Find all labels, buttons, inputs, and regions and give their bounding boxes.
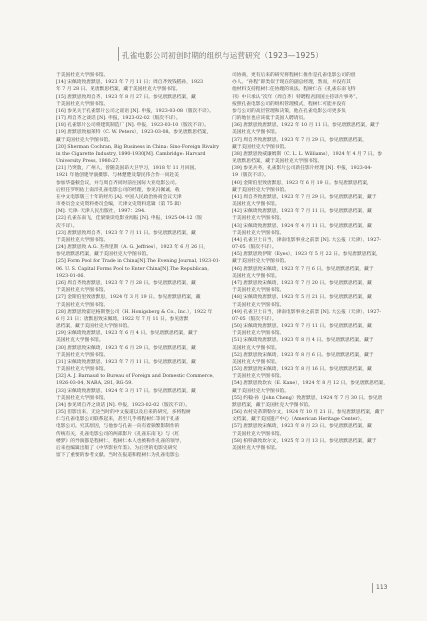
note-line: 藏于美国杜克大学图书馆。: [232, 259, 290, 265]
note-line: [50] 宋佩琦致唐默思，1923 年 7 月 11 日。参见唐默思档案，藏: [232, 324, 372, 330]
note-line: 电影公司。究其原因，与他参与孔雀一向有着频繁影制作的: [56, 424, 180, 430]
note-line: 美国杜克大学图书馆。: [232, 130, 280, 136]
note-line: [15] 唐默思致周自齐，1923 年 8 月 27 日。参见唐默思档案，藏: [56, 94, 196, 100]
note-line: [47] 唐默思致宋佩琦，1923 年 7 月 20 日。参见唐默思档案，藏: [232, 280, 372, 286]
note-line: [29] 宋佩琦致唐默思，1923 年 6 月 4 日。参见唐默思档案，藏于: [56, 331, 198, 337]
note-line: 默思档案，藏于美国杜克大学图书馆。: [232, 402, 313, 408]
note-line: [21] 乃突敦，广州人，曾随美国昂大卫学习，1918 年 11 月回国。: [56, 166, 200, 172]
note-line: 06. U. S. Capital Forms Pool to Enter China[N].The Republican,: [56, 266, 209, 272]
note-line: [56] 农村史蒂斯勒尔文，1924 年 10 月 21 日。参见唐默思档案，藏于: [232, 410, 385, 416]
note-line: 在中文电影版三十年的经历 [A]. 中国人民政治协商会议天津: [56, 194, 182, 200]
left-column-notes: [56, 72, 220, 459]
note-line: [M]. 天津: 天津人民出版社，1997：294.: [56, 209, 146, 215]
note-line: 19（版次不详）。: [232, 173, 269, 179]
note-line: 楼梦》的导演都是程树仁，程树仁本人也被称作孔雀的领导，: [56, 438, 185, 444]
note-line: [53] 唐默思致宋佩琦，1923 年 8 月 16 日。参见唐默思档案，藏: [232, 367, 372, 373]
note-line: 6 月 21 日；唐默思致宋佩琦，1922 年 7 月 11 日。参见唐默: [56, 316, 189, 322]
note-line: 刊》中只承认“次年（周自齐）特聘程君润国主持译片事务”。: [232, 94, 361, 100]
note-line: [25] Form Pool for Trade in China[N].The Evening Journal, 1923-01-: [56, 259, 220, 265]
note-line: [27] 金斯伯里致唐默思，1924 年 3 月 19 日。参见唐默思档案，藏: [56, 295, 201, 301]
note-line: 于美国杜克大学图书馆。: [232, 288, 285, 294]
note-line: 次不详）。: [56, 223, 78, 229]
running-header-title: 孔雀电影公司初创时期的组织与运营研究（1923—1925）: [122, 51, 324, 60]
note-line: 参加华盛顿会议，并与周自齐同时前往国际大亚电影公司。: [56, 180, 180, 186]
note-line: 于美国杜克大学图书馆。: [232, 302, 285, 308]
note-line: [41] 周自齐致唐默思，1923 年 7 月 29 日。参见唐默思档案，藏于: [232, 194, 377, 200]
note-line: 办人。“孙程”即类似于现在的副总经理，然而，并没有其: [232, 80, 351, 86]
note-line: 传统有关，孔雀电影公司的两部影片《孔雀东南飞》与《红: [56, 431, 180, 437]
note-line: [22] 孔雀东南飞，佳梁梁读电影业闻报 [N]. 申报，1925-04-12（版: [56, 216, 203, 222]
note-line: 司协商，更有后来的研究将程树仁推作是孔雀电影公司的创: [232, 73, 356, 78]
note-line: 市委员会文史资料委员会编，天津文史资料选辑（第 75 辑）: [56, 202, 184, 208]
note-line: 藏于美国杜克大学图书馆。: [232, 144, 290, 150]
note-line: 藏于美国杜克大学图书馆。: [232, 388, 290, 394]
note-line: 于美国杜克大学图书馆。: [56, 352, 109, 358]
note-line: 思档案，藏于美国杜克大学图书馆。: [56, 324, 133, 330]
note-line: 按照孔雀电影公司的组织管理模式，程树仁可能并没有: [232, 101, 347, 107]
note-line: 于美国杜克大学图书馆。: [232, 216, 285, 222]
note-line: [49] 孔雀卫士日当，津南电影事业之前景 [N]. 大公报（天津），1927-: [232, 309, 381, 315]
note-line: 美国杜克大学图书馆。: [232, 359, 280, 365]
note-line: 文档案，藏于美国遗产中心（American Heritage Center）。: [232, 417, 365, 423]
note-line: 于美国杜克大学图书馆。: [56, 101, 109, 107]
note-line: [20] Sherman Cochran, Big Business in China: Sino-Foreign Rivalry: [56, 144, 220, 150]
note-line: 07-05（版次不详）。: [232, 245, 277, 251]
note-line: [32] A. J. Barnaud to Bureau of Foreign and Domestic Commerce,: [56, 374, 214, 380]
note-line: [35] 但影出来，无论当时的中文报道以及后来的研究，多将程树: [56, 410, 191, 416]
note-line: [26] 周自齐致唐默思，1923 年 7 月 28 日。参见唐默思档案，藏: [56, 280, 196, 286]
note-line: 留下了重要的参考文献。当时在报道和程树仁为孔雀电影公: [56, 453, 180, 459]
note-line: [18] 孔雀影片公司将建筑制造厂 [N]. 申报，1923-03-10（版次不详）。: [56, 123, 210, 129]
note-line: [36] 唐默思致唐默思，1922 年 10 月 11 日。参见唐默思档案，藏于: [232, 123, 380, 129]
note-line: 于美国杜克大学图书馆。: [56, 395, 109, 401]
note-line: 于美国杜克大学图书馆。: [232, 331, 285, 337]
note-line: 于美国杜克大学图书馆。: [232, 431, 285, 437]
note-line: 1921 年他创建导演摄影、与林楚楚及黎民伟合作一同赴美: [56, 173, 179, 179]
note-line: 美国杜克大学图书馆。: [56, 338, 104, 344]
note-line: 他材料支持程树仁任协理的说法。程树仁在《孔雀东南飞特: [232, 87, 356, 93]
note-line: 仁与孔雀电影公司联系起来，甚至几乎将程树仁等同于孔雀: [56, 417, 180, 423]
note-line: in the Cigarette Industry, 1890-1930[M]. Cambridge: Harvard: [56, 151, 206, 157]
note-line: [42] 宋佩琦致唐默思，1923 年 7 月 11 日。参见唐默思档案，藏: [232, 209, 372, 215]
note-line: [38] 唐默思致威廉姆斯（C. L. L. Williams），1924 年 4 月 7 日。参: [232, 151, 383, 157]
note-line: 1923-01-06.: [56, 273, 85, 279]
note-line: 1926-03-04, NARA, 281, RG-59.: [56, 381, 133, 387]
note-line: [16] 参见关于孔雀影片公司之谣语 [N]. 申报，1923-03-08（版次不详）。: [56, 108, 214, 114]
note-line: University Press, 1980:27.: [56, 159, 120, 165]
note-line: [34] 参见周自齐之谈话 [N]. 申报，1923-02-02（版次不详）。: [56, 402, 191, 408]
note-line: 于美国杜克大学图书馆。: [56, 237, 109, 243]
note-line: [14] 宋佩琦致唐默思，1923 年 7 月 11 日；周自齐致钱稻孙，1923: [56, 80, 204, 86]
note-line: [31] 宋佩琦致唐默思，1923 年 7 月 11 日。参见唐默思档案，藏: [56, 359, 196, 365]
note-line: [19] 唐默思致福莱特（C. W. Peters），1923-03-08。参见唐默思档案，: [56, 130, 212, 136]
note-line: 参与公司的高层管理和决策，他在孔雀电影公司更多负: [232, 108, 347, 114]
note-line: 见唐默思档案，藏于美国杜克大学图书馆。: [232, 159, 323, 165]
note-line: [52] 唐默思致宋佩琦，1923 年 8 月 6 日。参见唐默思档案，藏于: [232, 352, 374, 358]
note-line: 美国杜克大学图书馆。: [232, 202, 280, 208]
note-line: 藏于美国杜克大学图书馆。: [232, 187, 290, 193]
note-line: [43] 宋佩琦致唐默思，1924 年 4 月 11 日。参见唐默思档案，藏: [232, 223, 372, 229]
note-line: [44] 孔雀卫士日当，津南电影事业之前景 [N]. 大公报（天津），1927-: [232, 237, 381, 243]
note-line: [51] 宋佩琦致唐默思，1923 年 8 月 4 日。参见唐默思档案，藏于: [232, 338, 374, 344]
note-line: 于美国杜克大学图书馆。: [56, 367, 109, 373]
folio-divider: [372, 583, 373, 593]
note-line: 于美国杜克大学图书馆。: [56, 302, 109, 308]
note-line: [58] 柏特森致坎尔文，1925 年 3 月 13 日。参见唐默思档案，藏于: [232, 438, 377, 444]
note-line: 07-05（版次不详）。: [232, 316, 277, 322]
note-line: [54] 唐默思致坎农（E. Kane），1924 年 8 月 12 日。参见唐默思档案，: [232, 381, 389, 387]
note-line: [17] 周自齐之谈话 [N]. 申报，1923-02-02（版次不详）。: [56, 116, 181, 122]
note-line: [37] 周自齐致唐默思，1923 年 7 月 29 日。参见唐默思档案，: [232, 137, 367, 143]
note-line: [30] 唐默思致宋佩琦，1923 年 6 月 29 日。参见唐默思档案，藏: [56, 345, 196, 351]
note-line: 藏于美国杜克大学图书馆。: [56, 137, 114, 143]
note-line: [55] 约翰·孙（John Cheng）致唐默思，1924 年 7 月 30 日。参见唐: [232, 395, 383, 401]
note-line: 参见唐默思档案，藏于美国杜克大学图书馆。: [56, 252, 152, 258]
note-line: [46] 唐默思致宋佩琦，1923 年 7 月 6 日。参见唐默思档案，藏于: [232, 266, 374, 272]
note-line: [48] 宋佩琦致唐默思，1923 年 5 月 21 日。参见唐默思档案，藏: [232, 295, 372, 301]
note-line: [57] 唐默思致宋佩琦，1923 年 8 月 23 日。参见唐默思档案，藏: [232, 424, 372, 430]
note-line: [28] 唐默思致霍尼格斯堡公司（H. Honigsberg & Co., Inc.），1922 年: [56, 309, 213, 315]
note-line: [24] 唐默思致 A.G. 杰弗里斯（A. G. Jeffries），1923 年 6 月 26 日，: [56, 245, 209, 251]
note-line: 于美国杜克大学图书馆。: [56, 73, 109, 78]
right-column-notes: [232, 72, 396, 452]
page-number: 113: [376, 584, 388, 591]
note-line: 于美国杜克大学图书馆。: [232, 230, 285, 236]
note-line: [33] 宋佩琦致唐默思，1924 年 3 月 17 日。参见唐默思档案，藏: [56, 388, 196, 394]
note-line: 后来也编辑出版了《中华影业年鉴》。为后世的电影史研究: [56, 445, 178, 451]
note-line: [39] 参见兵务，孔雀影片公司新任影片经理 [N]. 申报，1923-04-: [232, 166, 372, 172]
note-line: 美国杜克大学图书馆。: [232, 273, 280, 279]
note-line: 于美国杜克大学图书馆。: [56, 288, 109, 294]
note-line: [23] 唐默思致周自齐，1923 年 7 月 11 日。参见唐默思档案，藏: [56, 230, 196, 236]
note-line: 年 7 月 28 日。见唐默思档案，藏于美国杜克大学图书馆。: [56, 87, 181, 93]
header-divider: [118, 47, 119, 61]
note-line: 于美国杜克大学图书馆。: [232, 374, 285, 380]
note-line: [40] 金斯伯里致唐默思，1923 年 6 月 19 日。参见唐默思档案，: [232, 180, 372, 186]
note-line: 美国杜克大学图书馆。: [232, 345, 280, 351]
note-line: 门的地位也应该低于美国人聘请员。: [232, 116, 309, 122]
note-line: 后担任罗明佑上南洋孔雀电影公司的经理，参见冯佩诚，载: [56, 187, 180, 193]
note-line: 美国杜克大学图书馆。: [232, 445, 280, 451]
note-line: [45] 唐默思致伊斯（Eyes），1923 年 5 月 22 日。参见唐默思档案，: [232, 252, 381, 258]
